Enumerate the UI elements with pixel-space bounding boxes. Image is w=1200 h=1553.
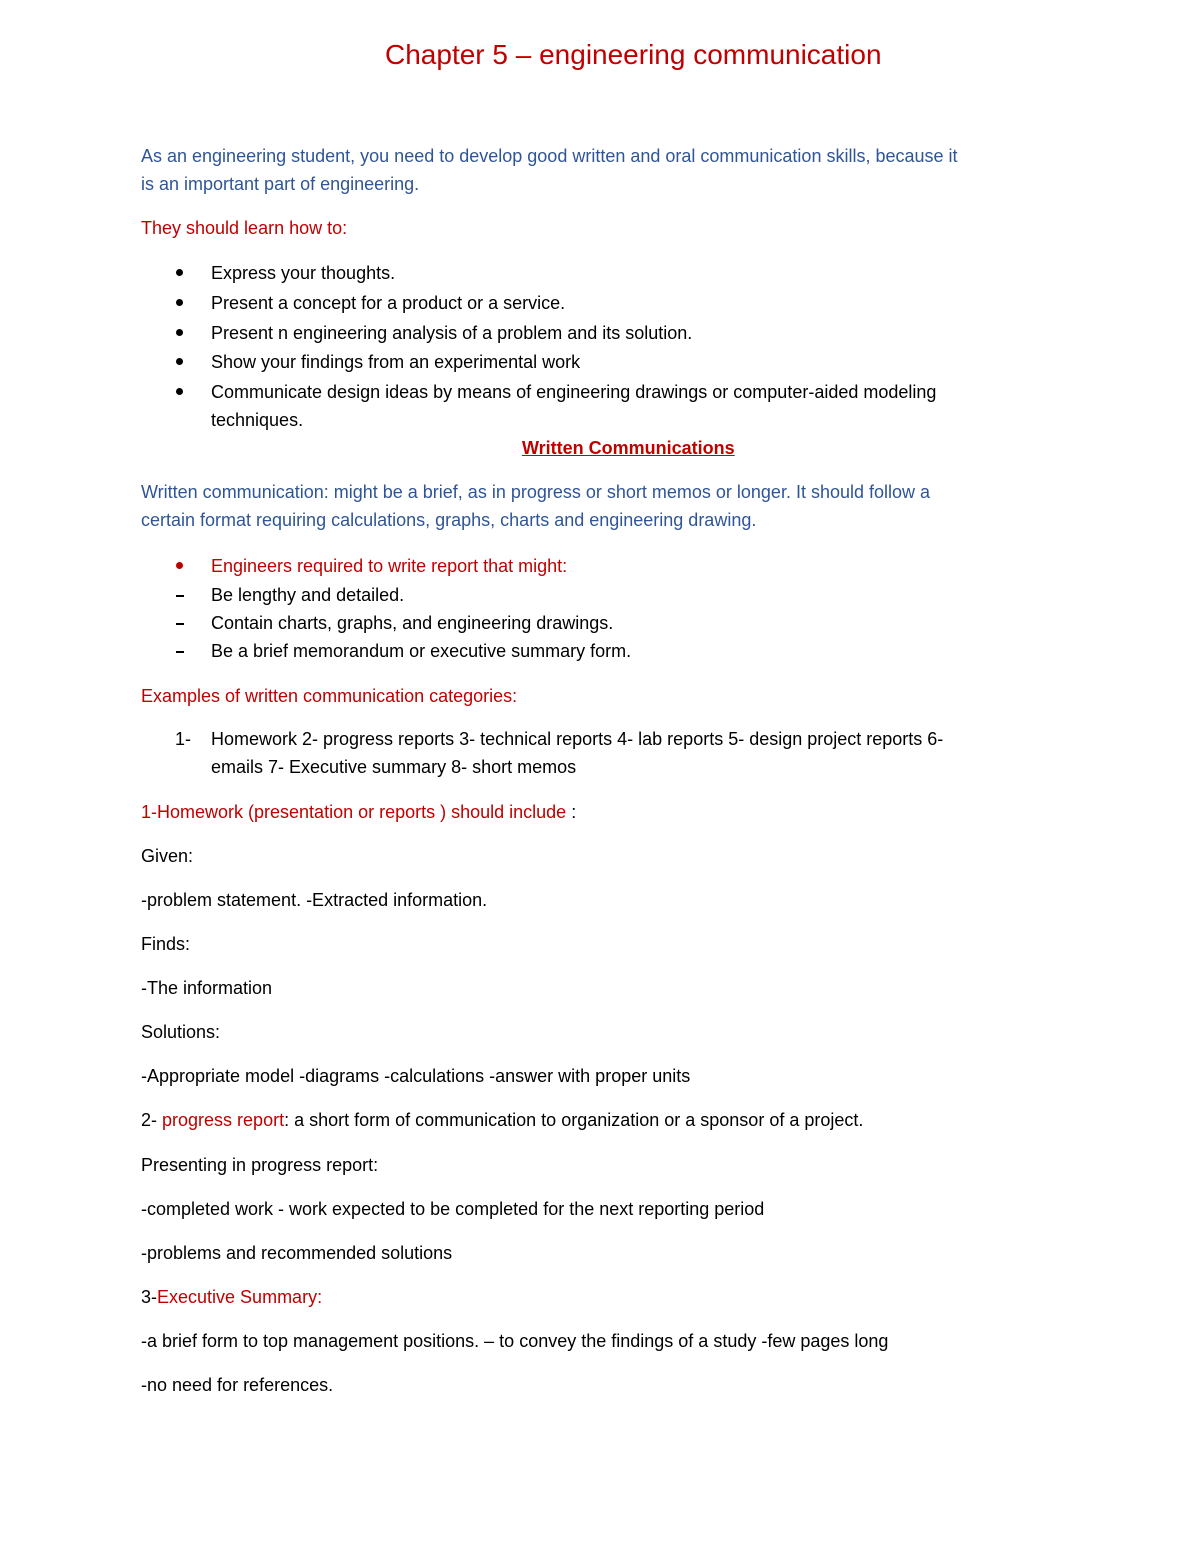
bullet-dot bbox=[176, 358, 183, 365]
homework-heading-label: 1-Homework (presentation or reports ) should include bbox=[141, 802, 567, 822]
executive-line-1: -a brief form to top management positions. – to convey the findings of a study -few pages long bbox=[141, 1331, 889, 1351]
finds-items: -The information bbox=[141, 978, 273, 998]
solutions-label: Solutions: bbox=[141, 1022, 221, 1042]
progress-items-2: -problems and recommended solutions bbox=[141, 1243, 453, 1263]
given-label: Given: bbox=[141, 846, 194, 866]
page-title: Chapter 5 – engineering communication bbox=[385, 39, 882, 70]
dash-marker bbox=[176, 595, 184, 597]
executive-number: 3- bbox=[141, 1287, 158, 1307]
progress-definition: : a short form of communication to organization or a sponsor of a project. bbox=[284, 1110, 864, 1130]
report-item: Contain charts, graphs, and engineering drawings. bbox=[211, 613, 614, 633]
homework-heading-colon: : bbox=[566, 802, 577, 822]
progress-report-line bbox=[141, 1108, 863, 1132]
executive-heading bbox=[141, 1285, 322, 1309]
learn-item: Show your findings from an experimental work bbox=[211, 352, 581, 372]
intro-line-2: is an important part of engineering. bbox=[141, 174, 420, 194]
learn-item: Present n engineering analysis of a problem and its solution. bbox=[211, 323, 693, 343]
report-bullet: Engineers required to write report that might: bbox=[211, 556, 568, 576]
written-intro-line-2: certain format requiring calculations, graphs, charts and engineering drawing. bbox=[141, 510, 757, 530]
section-heading-written-communications: Written Communications bbox=[522, 438, 735, 458]
examples-heading: Examples of written communication categories: bbox=[141, 686, 518, 706]
examples-line-1: Homework 2- progress reports 3- technical reports 4- lab reports 5- design project reports 6- bbox=[211, 729, 944, 749]
finds-label: Finds: bbox=[141, 934, 191, 954]
bullet-dot bbox=[176, 388, 183, 395]
learn-heading: They should learn how to: bbox=[141, 218, 348, 238]
executive-label: Executive Summary: bbox=[157, 1287, 323, 1307]
solutions-items: -Appropriate model -diagrams -calculations -answer with proper units bbox=[141, 1066, 691, 1086]
homework-heading bbox=[141, 800, 576, 824]
learn-item: Express your thoughts. bbox=[211, 263, 396, 283]
learn-item-continued: techniques. bbox=[211, 410, 304, 430]
report-item: Be a brief memorandum or executive summary form. bbox=[211, 641, 632, 661]
bullet-dot bbox=[176, 299, 183, 306]
bullet-dot bbox=[176, 562, 183, 569]
executive-line-2: -no need for references. bbox=[141, 1375, 334, 1395]
examples-line-2: emails 7- Executive summary 8- short memos bbox=[211, 757, 577, 777]
learn-item: Communicate design ideas by means of engineering drawings or computer-aided modeling bbox=[211, 382, 937, 402]
intro-line-1: As an engineering student, you need to develop good written and oral communication skills, because it bbox=[141, 146, 958, 166]
written-intro-line-1: Written communication: might be a brief, as in progress or short memos or longer. It should follow a bbox=[141, 482, 931, 502]
learn-item: Present a concept for a product or a service. bbox=[211, 293, 566, 313]
report-item: Be lengthy and detailed. bbox=[211, 585, 405, 605]
bullet-dot bbox=[176, 269, 183, 276]
progress-items-1: -completed work - work expected to be completed for the next reporting period bbox=[141, 1199, 765, 1219]
dash-marker bbox=[176, 651, 184, 653]
progress-number: 2- bbox=[141, 1110, 158, 1130]
presenting-label: Presenting in progress report: bbox=[141, 1155, 379, 1175]
given-items: -problem statement. -Extracted information. bbox=[141, 890, 488, 910]
bullet-dot bbox=[176, 329, 183, 336]
list-number: 1- bbox=[175, 729, 192, 749]
dash-marker bbox=[176, 623, 184, 625]
progress-label: progress report bbox=[157, 1110, 285, 1130]
